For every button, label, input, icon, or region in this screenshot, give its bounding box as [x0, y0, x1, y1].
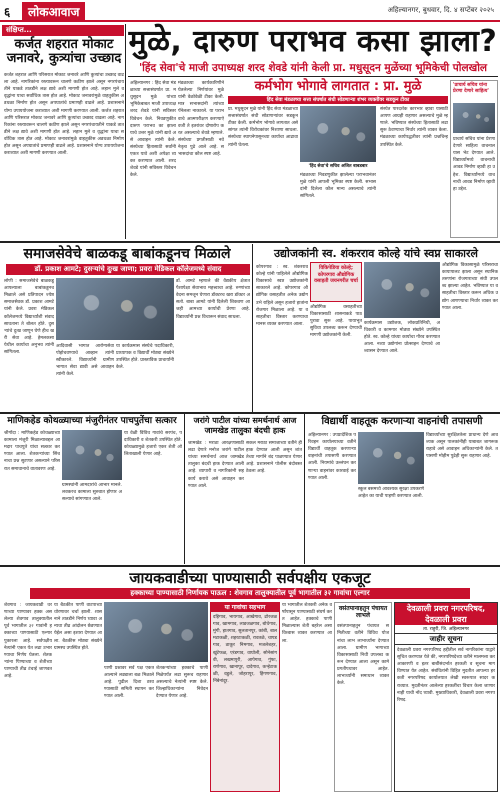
column-divider-2 [252, 244, 253, 412]
masthead [0, 0, 500, 22]
briefs-body: कर्जत शहरात आणि परिसरात मोकाट जनावरे आणि कुत्र्यांचा उच्छाद वाढला आहे. नागरिकांना रस्त्यावरून चालणे कठीण झाले असून नगरपंचायतीने याकडे तातडीने लक्ष द्यावे अशी मागणी होत आहे. लहान मुले व वृद्धांना याचा सर्वाधिक त्रास होत आहे. मोकाट जनावरांमुळे वाहतुकीस अडथळा निर्माण होत असून अपघातांचे प्रमाणही वाढले आहे. प्रशासनाने योग्य उपाययोजना कराव्यात अशी मागणी करण्यात आली. कर्जत शहरात आणि परिसरात मोकाट जनावरे आणि कुत्र्यांचा उच्छाद वाढला आहे. नागरिकांना रस्त्यावरून चालणे कठीण झाले असून नगरपंचायतीने याकडे तातडीने लक्ष द्यावे अशी मागणी होत आहे. लहान मुले व वृद्धांना याचा सर्वाधिक त्रास होत आहे. मोकाट जनावरांमुळे वाहतुकीस अडथळा निर्माण होत असून अपघातांचे प्रमाणही वाढले आहे. प्रशासनाने योग्य उपाययोजना कराव्यात अशी मागणी करण्यात आली. [4, 73, 124, 157]
samajseva-story-col4: डॉ. आमटे म्हणाले की वैद्यकीय क्षेत्रात पैशापेक्षा सेवाभाव महत्त्वाचा आहे. रुग्णांच्या वेदना समजून घेणारा डॉक्टरच खरा डॉक्टर असतो. बाबा आमटे यांनी दिलेली शिकवण आजही आमच्या कार्याची प्रेरणा आहे. विद्यार्थ्यांनी प्रश्न विचारून संवाद साधला. [176, 279, 250, 320]
udyojak-box-title: विकिपेडिया कोल्हे; कोपरगाव औद्योगिक वसाहती जयनगरीत चर्चा [314, 265, 358, 284]
jayakwadi-story-col2: या बैठकीत पाणी वाटपाच्या धोरणावर चर्चा झाली. शासनाने तातडीने निर्णय घ्यावा अन्यथा तीव्र आंदोलन छेडण्यात येईल असा इशारा देण्यात आला. बैठकीस मोठ्या संख्येने ग्रामस्थ उपस्थित होते. [54, 603, 102, 651]
jayakwadi-photo [104, 602, 208, 662]
samajseva-story-col3: या कार्यक्रमास संस्थेचे पदाधिकारी, प्राध्यापक व विद्यार्थी मोठ्या संख्येने उपस्थित होते. प्रास्ताविक प्राचार्यांनी केले. [116, 344, 174, 371]
public-notice-subtitle: जाहीर सूचना [395, 633, 497, 645]
vahan-story-col3: विद्यार्थ्यांच्या सुरक्षिततेला प्राधान्य देणे आवश्यक असून पालकांनीही याबाबत जागरूक राहावे असे आवाहन अधिकाऱ्यांनी केले. तपासणी मोहीम पुढेही सुरू राहणार आहे. [426, 433, 498, 460]
panchpute-story-col3: या वेळी विविध गावांचे सरपंच, पदाधिकारी व शेतकरी उपस्थित होते. कोथळ्यामुळे हजारो एकर शेती ओलिताखाली येणार आहे. [124, 431, 182, 458]
vahan-photo [358, 432, 424, 484]
column-divider [125, 24, 126, 239]
public-notice-body: देवळाली प्रवरा नगरपरिषद हद्दीतील सर्व नागरिकांना याद्वारे सूचित करण्यात येते की, नगरपरिषदेच्या वतीने मालमत्ता कर आकारणी व इतर बाबींसंदर्भात हरकती व सूचना मागविण्यात येत आहेत. संबंधितांनी विहित मुदतीत आपल्या हरकती नगरपरिषद कार्यालयात लेखी स्वरूपात सादर कराव्यात. मुदतीनंतर आलेल्या हरकतींचा विचार केला जाणार नाही याची नोंद घ्यावी. मुख्याधिकारी, देवळाली प्रवरा नगरपरिषद. [397, 648, 495, 703]
panchpute-story-col1: श्रीगोंदा : माणिकहेड कोथळ्याच्या कामाला मंजुरी मिळाल्याबद्दल आमदार पाचपुते यांचा सत्कार करण्यात आला. शेतकऱ्यांच्या सिंचनाचा प्रश्न सुटणार असल्याने परिसरात समाधानाचे वातावरण आहे. [4, 431, 60, 472]
panchpute-story-col2: ग्रामस्थांनी आमदारांचे आभार मानले. लवकरच कामाला सुरुवात होणार असल्याचे सांगण्यात आले. [62, 483, 122, 503]
panchayat-box-title: वसंतपानाहतुन पंचायत लाभले [338, 605, 388, 620]
samajseva-subheadline: डॉ. प्रकाश आमटे; दुसऱ्यांचे दुःख जाणा; प्रवरा मेडिकल कॉलेजमध्ये संवाद [6, 264, 250, 275]
page-number: ६ [4, 5, 11, 19]
samajseva-headline: समाजसेवेचे बाळकडू बाबांकडूनच मिळाले [23, 246, 231, 262]
karma-story-col3: संस्थेत पारदर्शक कारभार व्हावा यासाठी आपण आग्रही राहणार असल्याचे मुळे म्हणाले. भविष्यात संस्थेच्या हितासाठी लढा सुरू ठेवण्याचा निर्धार त्यांनी व्यक्त केला. मंडळाच्या कार्यपद्धतीवर त्यांनी प्रश्नचिन्ह उपस्थित केले. [380, 107, 448, 148]
udyojak-headline: उद्योजकांनी स्व. शंकरराव कोल्हे यांचे स्वप्न साकारले [274, 247, 478, 260]
karma-headline: कर्मभोग भोगावे लागतात : प्रा. मुळे [254, 79, 422, 94]
public-notice-ref: ता. राहुरी, जि. अहिल्यानगर [423, 627, 469, 632]
briefs-headline: कर्जत शहरात मोकाट जनावरे, कुत्र्यांचा उच्छाद [6, 37, 122, 67]
samajseva-photo [56, 278, 174, 340]
public-notice-title: देवळाली प्रवरा नगरपरिषद, देवळाली प्रवरा [395, 603, 497, 625]
briefs-tag: संक्षिप्त... [2, 25, 124, 36]
udyojak-story-col2: औद्योगिक वसाहतीच्या विकासासाठी शासनाकडे पाठपुरावा सुरू आहे. पायाभूत सुविधा उपलब्ध करून देण्याची मागणी उद्योजकांनी केली. [310, 305, 362, 339]
section-rule-3 [0, 565, 500, 567]
public-notice [394, 602, 498, 792]
karma-photo [300, 106, 376, 162]
jayakwadi-story-col1: शेवगाव : जायकवाडी धरणाच्या पाण्यावर हक्क असलेल्या शेवगाव तालुक्यातील पूर्व भागातील ३२ गावांनी हक्काच्या पाण्यासाठी एल्गार पुकारला आहे. सर्वपक्षीय नेत्यांनी एकत्र येत लढा उभारण्याचा निर्णय घेतला. शेतकऱ्यांना पिण्याच्या व शेतीच्या पाण्याची तीव्र टंचाई जाणवत आहे. [4, 603, 52, 680]
issue-dateline: अहिल्यानगर, बुधवार, दि. ४ सप्टेंबर २०२५ [387, 6, 494, 14]
side-box-body: प्राचार्य सचिव यांना प्रेरणा देणारे साहित्य वाचनालयास भेट देण्यात आले. विद्यार्थ्यांमध्ये वाचनाची आवड निर्माण व्हावी हा उद्देश. विद्यार्थ्यांमध्ये वाचनाची आवड निर्माण व्हावी हा उद्देश. [453, 137, 495, 192]
villages-box [210, 602, 280, 792]
jayakwadi-subheadline: हक्काच्या पाण्यासाठी निर्णायक पाऊल : शेवगाव तालुक्यातील पूर्व भागातील ३२ गावांचा एल्गार [30, 588, 470, 599]
side-box-quote: 'प्राचार्य सचिव यांना प्रेरणा देणारे साहित्य' [453, 83, 489, 95]
panchayat-box-body: वसंतपानाहतुन पंचायत समितीच्या वतीने विविध योजनांचा लाभ लाभार्थ्यांना देण्यात आला. ग्रामीण भागाच्या विकासासाठी निधी उपलब्ध करून देण्यात आला असून कामे प्रगतीपथावर आहेत. लाभार्थ्यांनी समाधान व्यक्त केले. [337, 624, 389, 687]
banner-subheadline: 'हिंद सेवा'चे माजी उपाध्यक्ष शरद शेवडे यांनी केली प्रा. मधुसूदन मुळेंच्या भूमिकेची पोलखोल [138, 62, 488, 74]
column-divider-4 [304, 414, 305, 564]
karma-story-col2: मंडळाच्या निवडणुकीत झालेल्या पराभवानंतर मुळे यांनी आपली भूमिका स्पष्ट केली. सभासदांनी दिलेला कौल मान्य असल्याचे त्यांनी सांगितले. [300, 173, 376, 200]
vahan-story-col1: अहिल्यानगर : उपप्रादेशिक परिवहन कार्यालयाच्या वतीने विद्यार्थी वाहतूक करणाऱ्या वाहनांची तपासणी करण्यात आली. नियमांचे उल्लंघन करणाऱ्या वाहनांवर कारवाई करण्यात आली. [308, 433, 356, 481]
banner-story-col1: अहिल्यानगर : हिंद सेवा मंडळाच्या सत्तासंघर्षात प्रा. मधुसूदन मुळे यांच्या भूमिकेबाबत माजी उपाध्यक्ष शरद शेवडे यांनी सविस्तर विवेचन केले. निवडणुकीत दारुण पराभव का झाला याचे उत्तर मुळे यांनी द्यावे असे आवाहन त्यांनी केले. संस्थेच्या हितासाठी सर्वांनी एकत्र यावे अशी अपेक्षा व्यक्त करण्यात आली. शरद शेवडे यांनी सविस्तर विवेचन केले. [130, 81, 176, 179]
udyojak-story-col3: कार्यक्रमास उद्योजक, लोकप्रतिनिधी, अधिकारी व कामगार मोठ्या संख्येने उपस्थित होते. स्व. कोल्हे यांच्या कार्याचा गौरव करण्यात आला. नव्या उद्योगांना प्रोत्साहन देण्याचे आश्वासन देण्यात आले. [364, 321, 440, 355]
samajseva-story-col2: आदिवासी भागात आरोग्यसेवा पोहोचवण्याचे आव्हान त्यांनी स्वीकारले. विद्यार्थ्यांनी ग्रामीण भागात सेवा द्यावी असे आवाहन त्यांनी केले. [56, 344, 114, 378]
udyojak-story-col4: औद्योगिक विकासामुळे परिसराचा कायापालट झाला असून स्थानिक तरुणांना रोजगाराच्या संधी उपलब्ध झाल्या आहेत. भविष्यात या वसाहतीचा विस्तार करून अधिक उद्योग आणण्याचा निर्धार व्यक्त करण्यात आला. [442, 263, 498, 311]
vahan-headline: विद्यार्थी वाहतूक करणाऱ्या वाहनांची तपासणी [321, 416, 483, 427]
jayakwadi-story-col3: पाणी प्रश्नावर सर्व पक्ष एकत्र आल्याने लढ्याला बळ मिळाले आहे. पुढील दिशा ठरवण्यासाठी समिती स्थापन करण्यात आली. [104, 666, 154, 700]
section-rule-1 [0, 241, 500, 243]
side-box [450, 80, 498, 238]
karma-strip: हिंद सेवा मंडळाच्या सत्ता संघर्षात संधी सोडणाऱ्या शंभर व्यक्तींवर सडकून टीका [228, 96, 448, 104]
banner-headline: मुळे, दारुण पराभव कसा झाला? [128, 24, 498, 59]
panchpute-headline: माणिकहेड कोथळ्याच्या मंजुरीनंतर पाचपुतेंचा सत्कार [7, 416, 177, 426]
jayakwadi-headline: जायकवाडीच्या पाण्यासाठी सर्वपक्षीय एकजूट [129, 569, 371, 587]
vahan-story-col2: स्कूल बसमध्ये आवश्यक सुरक्षा उपकरणे आहेत का याची पाहणी करण्यात आली. [358, 487, 424, 500]
jarange-story-col2: सकल मराठा समाजाच्या वतीने ही हाक देण्यात आली असून शांततेच्या मार्गाने बंद पाळण्यात येणार आहे. प्रशासनाने पोलीस बंदोबस्त ठेवला आहे. [246, 441, 302, 475]
banner-rule [128, 76, 498, 77]
karma-photo-caption: 'हिंद सेवा'चे सचिव अजित बाबडबार [308, 164, 368, 169]
section-rule-2 [0, 412, 500, 414]
jayakwadi-story-col4: शेतकऱ्यांच्या हक्काचे पाणी मिळेपर्यंत लढा सुरूच राहणार असल्याचे नेत्यांनी स्पष्ट केले. जिल्हाधिकाऱ्यांना निवेदन देण्यात येणार आहे. [156, 666, 208, 700]
villages-box-title: या गावांचा सहभाग [211, 603, 279, 612]
banner-story-col2: मंडळाच्या कार्यकारिणीने घेतलेल्या निर्णयांवर मुळे यांनी वेळोवेळी टीका केली. मात्र सभासदांनी त्यांच्या पॅनेलला नाकारले. या पराभवाचे आत्मपरीक्षण करण्याऐवजी ते इतरांवर दोषारोप करत असल्याचे शेवडे म्हणाले. संस्थेच्या प्रगतीसाठी नवे नेतृत्व पुढे आले आहे. सभासदांचा कौल स्पष्ट आहे. [178, 81, 224, 158]
column-divider-3 [184, 414, 185, 564]
panchayat-box [334, 602, 392, 792]
jayakwadi-story-col5: या भागातील शेतकरी अनेक वर्षांपासून पाण्यासाठी संघर्ष करत आहेत. हक्काचे पाणी मिळाल्यास शेती बहरेल असा विश्वास व्यक्त करण्यात आला. [282, 603, 332, 644]
karma-story-col1: प्रा. मधुसूदन मुळे यांनी हिंद सेवा मंडळाच्या सत्तासंघर्षात संधी सोडणाऱ्यांवर सडकून टीका केली. कर्मभोग भोगावे लागतात असे सांगत त्यांनी विरोधकांवर निशाणा साधला. संस्थेच्या स्थापनेपासूनच्या कार्याचा आढावा त्यांनी घेतला. [228, 107, 298, 148]
side-box-photo [453, 103, 495, 133]
panchpute-photo [62, 430, 122, 480]
jarange-story-col1: जामखेड : मराठा आरक्षणासाठी लढा देणारे मनोज जरांगे पाटील यांच्या समर्थनार्थ आज जामखेड तालुका बंदची हाक देण्यात आली आहे. व्यापारी व नागरिकांनी सहकार्य करावे असे आवाहन करण्यात आले. [188, 441, 244, 489]
brand-logo: लोकआवाज [22, 2, 85, 21]
jarange-headline: जरांगे पाटील यांच्या समर्थनार्थ आज जामखेड तालुका बंदची हाक [193, 416, 297, 435]
udyojak-story-col1: कोपरगाव : स्व. शंकरराव कोल्हे यांनी पाहिलेले औद्योगिक विकासाचे स्वप्न उद्योजकांनी साकारले आहे. कोपरगाव औद्योगिक वसाहतीत अनेक उद्योग उभे राहिले असून हजारो हातांना रोजगार मिळाला आहे. या वसाहतीचा विस्तार करण्याचा मानस व्यक्त करण्यात आला. [256, 265, 308, 327]
udyojak-box [310, 262, 362, 302]
udyojak-photo [364, 262, 440, 318]
villages-list: दहिगाव, भायगाव, आखेगाव, ढोरजळगाव, खामगाव, लाडजळगाव, बोधेगाव, मुंगी, हातगाव, सुलतानपूर, कांबी, बालमटाकळी, शहरटाकळी, रावतळे, चापडगाव, ठाकूर निमगाव, मजलेशहर, खुंटेफळ, एरंडगाव, वाघोली, सोनेसांगवी, लखमापुरी, आपेगाव, गुंफा, राणेगाव, खानापूर, दादेगाव, कऱ्हेटाकळी, वडुले, जोहरापूर, हिंगणगाव, निंबेनांदूर. [213, 615, 277, 684]
samajseva-story-col1: लोणी : समाजसेवेचे बाळकडू आपल्याला बाबांकडूनच मिळाले असे प्रतिपादन ज्येष्ठ समाजसेवक डॉ. प्रकाश आमटे यांनी केले. प्रवरा मेडिकल कॉलेजमध्ये विद्यार्थ्यांशी संवाद साधताना ते बोलत होते. दुसऱ्यांचे दुःख जाणून घेणे हीच खरी सेवा आहे. हेमलकसा येथील कार्याचा अनुभव त्यांनी सांगितला. [4, 279, 54, 356]
